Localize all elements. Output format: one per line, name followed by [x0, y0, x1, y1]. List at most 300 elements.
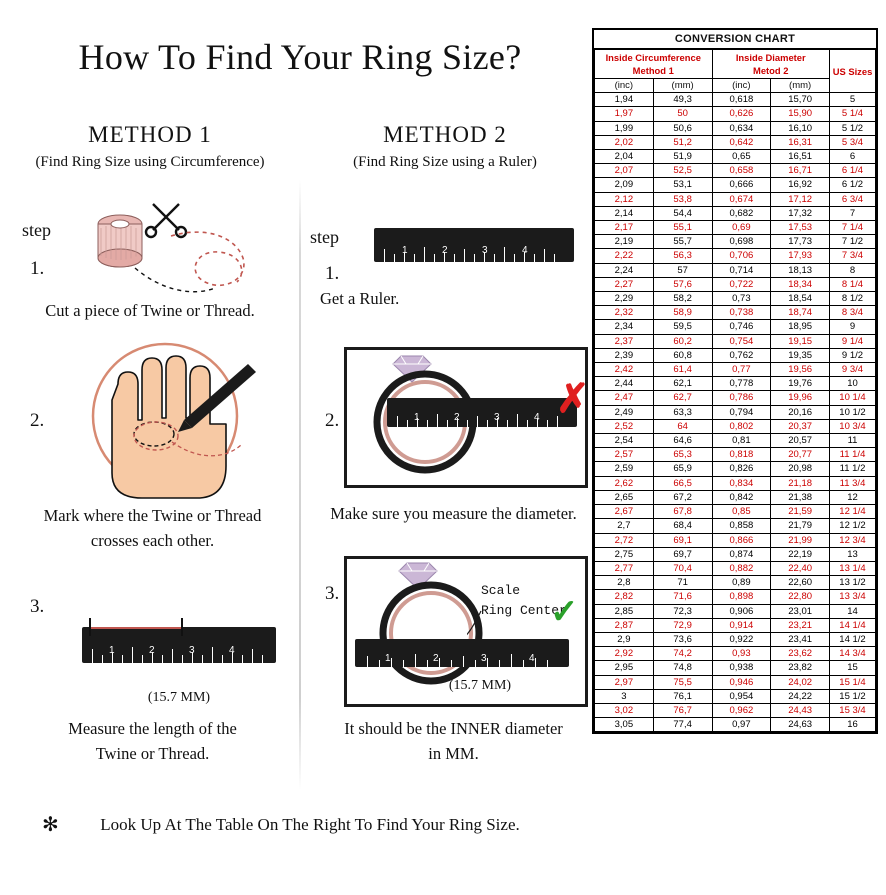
- method2-step1-number: 1.: [325, 263, 340, 284]
- table-row: [595, 320, 876, 334]
- table-cell: 2,72: [595, 533, 654, 547]
- group-header-circumference: [595, 50, 713, 79]
- table-cell: 12 1/2: [830, 519, 876, 533]
- table-cell: 2,95: [595, 661, 654, 675]
- conversion-chart-title: CONVERSION CHART: [594, 30, 876, 49]
- conversion-chart: [592, 28, 878, 734]
- footer-note: Look Up At The Table On The Right To Find Your Ring Size.: [100, 815, 520, 834]
- table-cell: 68,4: [653, 519, 712, 533]
- method2-step3-caption-line1: It should be the INNER diameter: [344, 719, 563, 738]
- table-cell: 9 1/2: [830, 348, 876, 362]
- table-row: [595, 647, 876, 661]
- table-cell: 0,938: [712, 661, 771, 675]
- table-cell: 20,77: [771, 448, 830, 462]
- table-row: [595, 192, 876, 206]
- table-row: [595, 292, 876, 306]
- table-cell: 0,954: [712, 689, 771, 703]
- table-cell: 10: [830, 377, 876, 391]
- table-cell: 2,9: [595, 632, 654, 646]
- method1-title: METHOD 1: [88, 122, 212, 147]
- table-cell: 17,73: [771, 235, 830, 249]
- table-cell: 11 1/2: [830, 462, 876, 476]
- unit-header-mm-2: (mm): [771, 79, 830, 93]
- table-cell: 0,738: [712, 306, 771, 320]
- table-cell: 0,81: [712, 434, 771, 448]
- table-cell: 6 1/2: [830, 178, 876, 192]
- table-row: [595, 334, 876, 348]
- table-cell: 15,70: [771, 93, 830, 107]
- table-cell: 0,802: [712, 419, 771, 433]
- table-cell: 0,874: [712, 547, 771, 561]
- method1-step2-number: 2.: [30, 410, 45, 431]
- group-header-diameter-line2: Metod 2: [753, 65, 789, 76]
- table-row: [595, 235, 876, 249]
- group-header-diameter-line1: Inside Diameter: [735, 52, 806, 63]
- table-cell: 0,93: [712, 647, 771, 661]
- table-cell: 0,77: [712, 363, 771, 377]
- unit-header-mm-1: (mm): [653, 79, 712, 93]
- table-row: [595, 675, 876, 689]
- table-cell: 17,12: [771, 192, 830, 206]
- table-row: [595, 178, 876, 192]
- table-cell: 2,27: [595, 277, 654, 291]
- table-cell: 74,2: [653, 647, 712, 661]
- group-header-circumference-line1: Inside Circumference: [605, 52, 701, 63]
- table-cell: 60,2: [653, 334, 712, 348]
- table-cell: 60,8: [653, 348, 712, 362]
- table-cell: 15 3/4: [830, 703, 876, 717]
- method1-step2-caption-line2: crosses each other.: [90, 531, 215, 550]
- method2-heading: [300, 122, 590, 171]
- table-cell: 0,89: [712, 576, 771, 590]
- table-cell: 11 1/4: [830, 448, 876, 462]
- table-cell: 2,39: [595, 348, 654, 362]
- table-cell: 0,714: [712, 263, 771, 277]
- table-cell: 10 1/2: [830, 405, 876, 419]
- scale-label-line2: Ring Center: [481, 602, 567, 618]
- table-row: [595, 448, 876, 462]
- table-cell: 52,5: [653, 164, 712, 178]
- table-cell: 75,5: [653, 675, 712, 689]
- table-cell: 55,7: [653, 235, 712, 249]
- group-header-us-sizes: US Sizes: [830, 50, 876, 93]
- correct-mark-icon: ✓: [550, 593, 579, 631]
- method1-heading: [0, 122, 300, 171]
- table-row: [595, 277, 876, 291]
- table-cell: 0,786: [712, 391, 771, 405]
- table-row: [595, 604, 876, 618]
- table-cell: 56,3: [653, 249, 712, 263]
- table-cell: 18,95: [771, 320, 830, 334]
- table-cell: 51,2: [653, 135, 712, 149]
- wrong-mark-icon: ✗: [556, 377, 590, 421]
- panel3-ruler-label-1: 1: [385, 653, 391, 664]
- table-cell: 0,666: [712, 178, 771, 192]
- table-row: [595, 135, 876, 149]
- table-row: [595, 505, 876, 519]
- table-cell: 1,94: [595, 93, 654, 107]
- table-cell: 65,9: [653, 462, 712, 476]
- unit-header-inc-1: (inc): [595, 79, 654, 93]
- table-cell: 8 3/4: [830, 306, 876, 320]
- table-cell: 13 1/4: [830, 561, 876, 575]
- table-row: [595, 689, 876, 703]
- table-cell: 2,8: [595, 576, 654, 590]
- table-cell: 2,07: [595, 164, 654, 178]
- table-cell: 2,19: [595, 235, 654, 249]
- table-cell: 67,2: [653, 490, 712, 504]
- table-cell: 16,71: [771, 164, 830, 178]
- table-cell: 0,65: [712, 150, 771, 164]
- table-cell: 2,52: [595, 419, 654, 433]
- table-cell: 53,8: [653, 192, 712, 206]
- table-row: [595, 576, 876, 590]
- table-cell: 5 3/4: [830, 135, 876, 149]
- table-cell: 0,834: [712, 476, 771, 490]
- panel2-ruler-label-1: 1: [414, 412, 420, 423]
- table-row: [595, 419, 876, 433]
- table-row: [595, 561, 876, 575]
- table-cell: 69,1: [653, 533, 712, 547]
- table-row: [595, 121, 876, 135]
- table-cell: 23,62: [771, 647, 830, 661]
- table-cell: 19,35: [771, 348, 830, 362]
- table-cell: 15 1/2: [830, 689, 876, 703]
- table-cell: 7 1/2: [830, 235, 876, 249]
- table-cell: 21,38: [771, 490, 830, 504]
- table-cell: 2,62: [595, 476, 654, 490]
- table-cell: 0,674: [712, 192, 771, 206]
- table-cell: 0,946: [712, 675, 771, 689]
- table-cell: 8 1/2: [830, 292, 876, 306]
- table-cell: 72,9: [653, 618, 712, 632]
- table-cell: 19,96: [771, 391, 830, 405]
- table-cell: 14 1/4: [830, 618, 876, 632]
- table-cell: 11: [830, 434, 876, 448]
- table-cell: 0,778: [712, 377, 771, 391]
- table-row: [595, 306, 876, 320]
- table-row: [595, 476, 876, 490]
- table-cell: 12: [830, 490, 876, 504]
- table-cell: 24,22: [771, 689, 830, 703]
- table-cell: 16,31: [771, 135, 830, 149]
- table-cell: 0,754: [712, 334, 771, 348]
- table-row: [595, 519, 876, 533]
- panel3-ruler-label-2: 2: [433, 653, 439, 664]
- method1-ruler-label-3: 3: [189, 645, 195, 656]
- table-cell: 6 3/4: [830, 192, 876, 206]
- table-cell: 2,7: [595, 519, 654, 533]
- table-cell: 71,6: [653, 590, 712, 604]
- page-title: How To Find Your Ring Size?: [78, 37, 522, 77]
- method2-step-word: step: [310, 227, 339, 247]
- table-cell: 0,746: [712, 320, 771, 334]
- group-header-circumference-line2: Method 1: [632, 65, 674, 76]
- scale-label-line1: Scale: [481, 583, 521, 598]
- method2-step2-number: 2.: [325, 410, 340, 431]
- table-cell: 2,04: [595, 150, 654, 164]
- table-cell: 2,34: [595, 320, 654, 334]
- table-cell: 64: [653, 419, 712, 433]
- footer-star-icon: ✻: [42, 814, 59, 836]
- table-cell: 9: [830, 320, 876, 334]
- group-header-diameter: [712, 50, 830, 79]
- table-cell: 18,54: [771, 292, 830, 306]
- method2-ruler-label-1: 1: [402, 245, 408, 256]
- method2-step2-caption: Make sure you measure the diameter.: [330, 504, 577, 523]
- table-row: [595, 718, 876, 732]
- table-row: [595, 405, 876, 419]
- table-cell: 67,8: [653, 505, 712, 519]
- table-row: [595, 363, 876, 377]
- table-row: [595, 150, 876, 164]
- table-cell: 12 3/4: [830, 533, 876, 547]
- table-cell: 2,44: [595, 377, 654, 391]
- table-cell: 71: [653, 576, 712, 590]
- table-cell: 2,92: [595, 647, 654, 661]
- table-cell: 58,2: [653, 292, 712, 306]
- table-cell: 1,97: [595, 107, 654, 121]
- table-cell: 13 1/2: [830, 576, 876, 590]
- table-row: [595, 590, 876, 604]
- table-cell: 5 1/2: [830, 121, 876, 135]
- table-cell: 16,92: [771, 178, 830, 192]
- table-cell: 20,16: [771, 405, 830, 419]
- table-row: [595, 107, 876, 121]
- table-cell: 57,6: [653, 277, 712, 291]
- table-cell: 14 1/2: [830, 632, 876, 646]
- table-cell: 19,15: [771, 334, 830, 348]
- table-cell: 2,85: [595, 604, 654, 618]
- table-cell: 21,99: [771, 533, 830, 547]
- table-cell: 2,59: [595, 462, 654, 476]
- table-cell: 0,69: [712, 221, 771, 235]
- table-cell: 16,10: [771, 121, 830, 135]
- table-cell: 17,32: [771, 206, 830, 220]
- table-cell: 64,6: [653, 434, 712, 448]
- table-cell: 1,99: [595, 121, 654, 135]
- table-cell: 22,60: [771, 576, 830, 590]
- table-cell: 62,7: [653, 391, 712, 405]
- table-row: [595, 618, 876, 632]
- conversion-table-body: [595, 93, 876, 732]
- method1-step2-caption-line1: Mark where the Twine or Thread: [43, 506, 262, 525]
- method1-measure-label: (15.7 MM): [147, 690, 211, 705]
- table-cell: 74,8: [653, 661, 712, 675]
- table-row: [595, 377, 876, 391]
- table-cell: 66,5: [653, 476, 712, 490]
- table-row: [595, 547, 876, 561]
- table-cell: 15: [830, 661, 876, 675]
- table-cell: 15 1/4: [830, 675, 876, 689]
- table-cell: 76,7: [653, 703, 712, 717]
- table-row: [595, 632, 876, 646]
- table-cell: 16: [830, 718, 876, 732]
- table-row: [595, 490, 876, 504]
- conversion-table: [594, 49, 876, 732]
- table-cell: 18,74: [771, 306, 830, 320]
- table-cell: 0,85: [712, 505, 771, 519]
- hand-thread-illustration: [60, 338, 310, 508]
- table-cell: 15,90: [771, 107, 830, 121]
- table-cell: 2,22: [595, 249, 654, 263]
- table-cell: 2,82: [595, 590, 654, 604]
- unit-header-inc-2: (inc): [712, 79, 771, 93]
- method1-step3-number: 3.: [30, 596, 45, 617]
- table-cell: 23,01: [771, 604, 830, 618]
- table-cell: 24,02: [771, 675, 830, 689]
- table-cell: 2,75: [595, 547, 654, 561]
- table-cell: 17,53: [771, 221, 830, 235]
- table-cell: 0,898: [712, 590, 771, 604]
- table-cell: 0,722: [712, 277, 771, 291]
- table-cell: 8: [830, 263, 876, 277]
- table-cell: 53,1: [653, 178, 712, 192]
- panel2-ruler-label-2: 2: [454, 412, 460, 423]
- table-cell: 0,618: [712, 93, 771, 107]
- table-cell: 0,626: [712, 107, 771, 121]
- table-cell: 21,79: [771, 519, 830, 533]
- table-cell: 2,87: [595, 618, 654, 632]
- table-cell: 73,6: [653, 632, 712, 646]
- table-cell: 2,29: [595, 292, 654, 306]
- table-cell: 0,73: [712, 292, 771, 306]
- table-cell: 7 1/4: [830, 221, 876, 235]
- method2-step2-panel: [344, 347, 588, 488]
- table-cell: 2,42: [595, 363, 654, 377]
- table-cell: 49,3: [653, 93, 712, 107]
- table-cell: 9 3/4: [830, 363, 876, 377]
- table-cell: 54,4: [653, 206, 712, 220]
- table-cell: 24,63: [771, 718, 830, 732]
- table-cell: 2,32: [595, 306, 654, 320]
- table-row: [595, 263, 876, 277]
- table-cell: 63,3: [653, 405, 712, 419]
- table-cell: 23,21: [771, 618, 830, 632]
- table-cell: 0,794: [712, 405, 771, 419]
- table-cell: 22,40: [771, 561, 830, 575]
- table-cell: 62,1: [653, 377, 712, 391]
- table-cell: 20,57: [771, 434, 830, 448]
- table-cell: 2,57: [595, 448, 654, 462]
- table-cell: 2,37: [595, 334, 654, 348]
- table-cell: 20,98: [771, 462, 830, 476]
- method1-step-word: step: [22, 220, 51, 240]
- table-cell: 3,02: [595, 703, 654, 717]
- table-cell: 0,914: [712, 618, 771, 632]
- table-cell: 65,3: [653, 448, 712, 462]
- table-cell: 6: [830, 150, 876, 164]
- table-cell: 9 1/4: [830, 334, 876, 348]
- table-cell: 2,02: [595, 135, 654, 149]
- table-cell: 2,77: [595, 561, 654, 575]
- twine-spool-illustration: [75, 196, 325, 306]
- table-cell: 77,4: [653, 718, 712, 732]
- table-cell: 2,09: [595, 178, 654, 192]
- table-cell: 0,818: [712, 448, 771, 462]
- method1-step1-caption: Cut a piece of Twine or Thread.: [45, 301, 255, 320]
- table-cell: 19,56: [771, 363, 830, 377]
- table-cell: 76,1: [653, 689, 712, 703]
- table-cell: 2,54: [595, 434, 654, 448]
- table-group-header-row: [595, 50, 876, 79]
- table-cell: 5: [830, 93, 876, 107]
- method2-ruler-label-4: 4: [522, 245, 528, 256]
- table-cell: 0,882: [712, 561, 771, 575]
- table-row: [595, 348, 876, 362]
- table-row: [595, 462, 876, 476]
- table-cell: 21,18: [771, 476, 830, 490]
- table-cell: 72,3: [653, 604, 712, 618]
- table-cell: 13: [830, 547, 876, 561]
- table-cell: 0,658: [712, 164, 771, 178]
- table-cell: 0,906: [712, 604, 771, 618]
- table-cell: 61,4: [653, 363, 712, 377]
- table-cell: 7 3/4: [830, 249, 876, 263]
- panel3-ruler-label-3: 3: [481, 653, 487, 664]
- table-cell: 0,682: [712, 206, 771, 220]
- method1-ruler-label-1: 1: [109, 645, 115, 656]
- table-row: [595, 249, 876, 263]
- table-cell: 7: [830, 206, 876, 220]
- table-cell: 23,82: [771, 661, 830, 675]
- table-cell: 6 1/4: [830, 164, 876, 178]
- method1-subtitle: (Find Ring Size using Circumference): [35, 154, 265, 170]
- table-cell: 2,97: [595, 675, 654, 689]
- method2-title: METHOD 2: [383, 122, 507, 147]
- panel2-ruler-label-3: 3: [494, 412, 500, 423]
- panel3-ruler-label-4: 4: [529, 653, 535, 664]
- table-cell: 50: [653, 107, 712, 121]
- table-cell: 55,1: [653, 221, 712, 235]
- table-cell: 2,47: [595, 391, 654, 405]
- table-cell: 21,59: [771, 505, 830, 519]
- table-row: [595, 434, 876, 448]
- table-cell: 10 3/4: [830, 419, 876, 433]
- method2-step3-caption-line2: in MM.: [428, 744, 479, 763]
- table-cell: 0,922: [712, 632, 771, 646]
- table-cell: 0,97: [712, 718, 771, 732]
- table-cell: 3,05: [595, 718, 654, 732]
- method2-ruler-label-3: 3: [482, 245, 488, 256]
- method1-ruler-label-4: 4: [229, 645, 235, 656]
- table-cell: 23,41: [771, 632, 830, 646]
- table-cell: 3: [595, 689, 654, 703]
- table-cell: 8 1/4: [830, 277, 876, 291]
- table-cell: 0,762: [712, 348, 771, 362]
- table-cell: 18,13: [771, 263, 830, 277]
- table-cell: 2,65: [595, 490, 654, 504]
- table-cell: 51,9: [653, 150, 712, 164]
- table-cell: 19,76: [771, 377, 830, 391]
- table-cell: 0,858: [712, 519, 771, 533]
- table-cell: 0,706: [712, 249, 771, 263]
- table-cell: 2,24: [595, 263, 654, 277]
- method2-ruler-label-2: 2: [442, 245, 448, 256]
- method2-measure-label: (15.7 MM): [448, 678, 512, 693]
- table-cell: 18,34: [771, 277, 830, 291]
- method2-step3-number: 3.: [325, 583, 340, 604]
- table-cell: 0,842: [712, 490, 771, 504]
- table-cell: 70,4: [653, 561, 712, 575]
- table-cell: 14: [830, 604, 876, 618]
- table-cell: 2,67: [595, 505, 654, 519]
- method2-step1-caption: Get a Ruler.: [320, 289, 400, 308]
- panel2-ruler-label-4: 4: [534, 412, 540, 423]
- table-row: [595, 164, 876, 178]
- table-cell: 2,17: [595, 221, 654, 235]
- method1-step3-caption-line2: Twine or Thread.: [95, 744, 210, 763]
